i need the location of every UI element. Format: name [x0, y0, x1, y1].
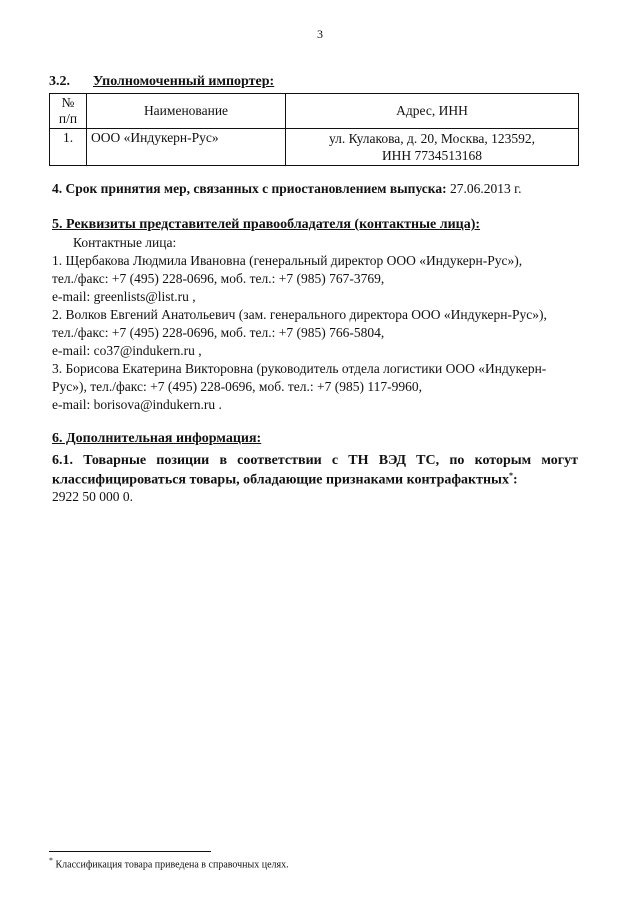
footnote — [49, 856, 289, 870]
footnote-mark-bottom: * — [49, 856, 53, 865]
col-address-header: Адрес, ИНН — [286, 94, 579, 129]
footnote-divider — [49, 851, 211, 852]
contact-line: тел./факс: +7 (495) 228-0696, моб. тел.: +7 (985) 766-5804, — [52, 325, 385, 340]
section6-1-line2-text: классифицироваться товары, обладающие признаками контрафактных — [52, 472, 509, 488]
importer-table-header — [50, 94, 579, 129]
section6-1-line1: 6.1. Товарные позиции в соответствии с ТН ВЭД ТС, по которым могут — [52, 453, 578, 468]
row-number: 1. — [50, 129, 87, 166]
footnote-mark: * — [509, 471, 513, 480]
importer-heading-num: 3.2. — [49, 74, 70, 89]
section6-heading: 6. Дополнительная информация: — [52, 431, 262, 446]
page-number: 3 — [317, 27, 323, 41]
section6-1-line2-end: : — [513, 472, 518, 488]
section6-1-line2 — [52, 471, 518, 489]
col-name-header: Наименование — [87, 94, 286, 129]
table-row — [50, 129, 579, 166]
contact-line: 1. Щербакова Людмила Ивановна (генеральный директор ООО «Индукерн-Рус»), — [52, 253, 523, 268]
contact-line: тел./факс: +7 (495) 228-0696, моб. тел.: +7 (985) 767-3769, — [52, 271, 385, 286]
col-number-header-line1: № — [61, 95, 75, 110]
tnved-code: 2922 50 000 0. — [52, 489, 133, 504]
contacts-label: Контактные лица: — [73, 235, 177, 250]
importer-table — [49, 93, 579, 166]
section4 — [52, 181, 522, 197]
section5-heading: 5. Реквизиты представителей правообладателя (контактные лица): — [52, 217, 481, 232]
contact-line: 3. Борисова Екатерина Викторовна (руководитель отдела логистики ООО «Индукерн- — [52, 361, 547, 376]
row-address-line2: ИНН 7734513168 — [381, 148, 483, 163]
importer-heading — [49, 74, 274, 90]
contact-line: e-mail: greenlists@list.ru , — [52, 289, 196, 304]
contact-line: Рус»), тел./факс: +7 (495) 228-0696, моб. тел.: +7 (985) 117-9960, — [52, 379, 422, 394]
col-number-header-line2: п/п — [58, 111, 78, 126]
row-address — [286, 129, 579, 166]
contact-line: e-mail: borisova@indukern.ru . — [52, 397, 222, 412]
row-name: ООО «Индукерн-Рус» — [87, 129, 286, 166]
col-number-header — [50, 94, 87, 129]
row-address-line1: ул. Кулакова, д. 20, Москва, 123592, — [328, 131, 536, 146]
footnote-text: Классификация товара приведена в справочных целях. — [53, 859, 289, 871]
importer-heading-text: Уполномоченный импортер: — [93, 74, 275, 89]
section4-value: 27.06.2013 г. — [446, 181, 522, 196]
contact-line: e-mail: co37@indukern.ru , — [52, 343, 202, 358]
section4-label: 4. Срок принятия мер, связанных с приостановлением выпуска: — [52, 181, 447, 196]
contact-line: 2. Волков Евгений Анатольевич (зам. генерального директора ООО «Индукерн-Рус»), — [52, 307, 547, 322]
